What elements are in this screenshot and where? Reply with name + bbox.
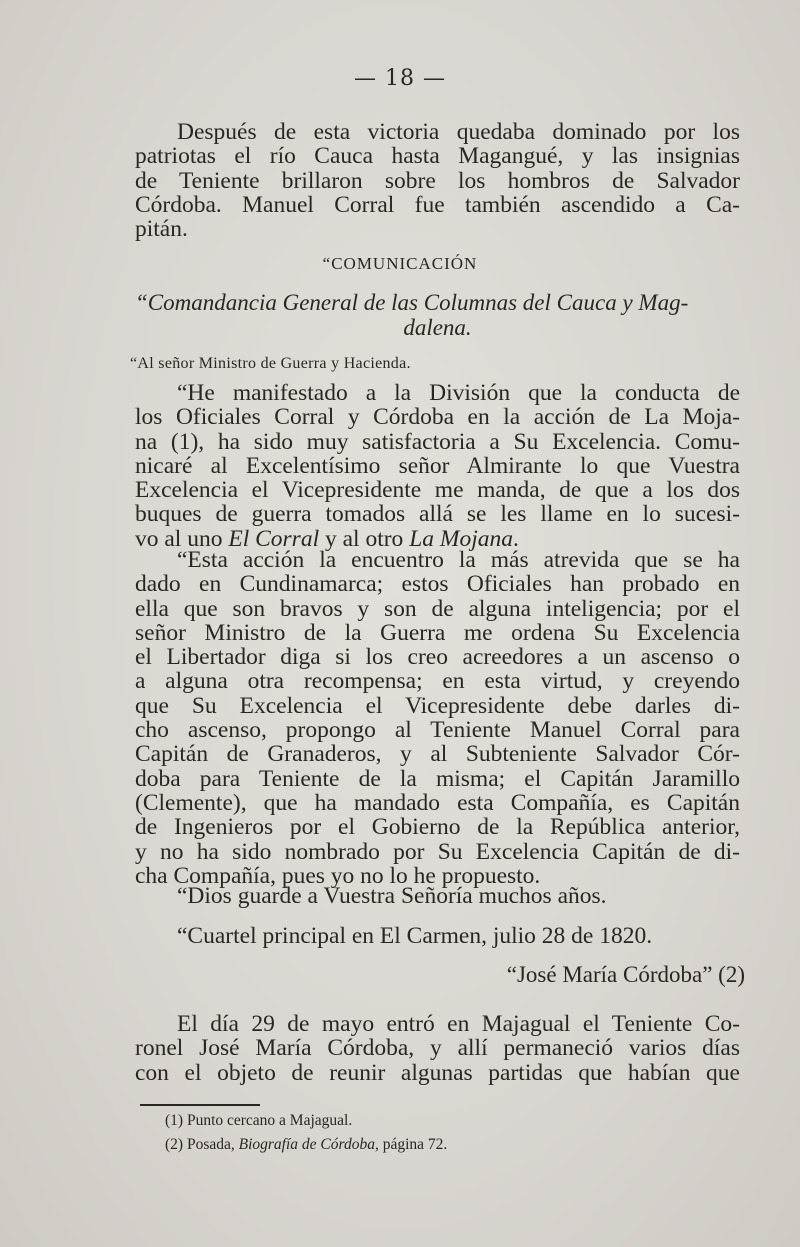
comandancia-heading [135,290,740,340]
text-fragment: y al otro [319,525,410,552]
text-line: de Ingenieros por el Gobierno de la República anterior, [135,814,740,841]
text-fragment: vo al uno [135,525,229,552]
text-line: con el objeto de reunir algunas partidas que habían que [135,1059,740,1086]
ship-name-el-corral: El Corral [228,525,320,552]
text-line: doba para Teniente de la misma; el Capitán Jaramillo [135,765,740,792]
paragraph-place-date [135,924,740,948]
comandancia-line-1: “Comandancia General de las Columnas del Cauca y Mag- [135,290,689,315]
footnote-book-title: Biografía de Córdoba [238,1136,375,1153]
paragraph-1 [135,120,740,241]
text-line: Capitán de Granaderos, y al Subteniente Salvador Cór- [135,741,740,768]
addressee-line: “Al señor Ministro de Guerra y Hacienda. [130,355,411,372]
text-line: cho ascenso, propongo al Teniente Manuel Corral para [135,717,740,744]
text-line: señor Ministro de la Guerra me ordena Su Excelencia [135,619,740,646]
footnote-text: (2) Posada, [165,1136,239,1153]
text-line: patriotas el río Cauca hasta Magangué, y las insignias [135,143,740,170]
footnote-divider [140,1104,260,1106]
footnote-text: , página 72. [374,1136,448,1153]
text-line: Córdoba. Manuel Corral fue también ascendido a Ca- [135,191,740,218]
paragraph-3 [135,548,740,888]
text-line: “He manifestado a la División que la conducta de [177,380,740,406]
text-line: que Su Excelencia el Vicepresidente debe darles di- [135,692,740,719]
comandancia-line-2: dalena. [403,315,472,340]
text-line: buques de guerra tomados allá se les llame en lo sucesi- [135,501,740,528]
text-line: ronel José María Córdoba, y allí permaneció varios días [135,1035,740,1062]
text-line: Después de esta victoria quedaba dominado por los [177,119,740,145]
text-line: (Clemente), que ha mandado esta Compañía, es Capitán [135,789,740,816]
text-line: El día 29 de mayo entró en Majagual el Teniente Co- [177,1011,740,1037]
paragraph-6 [135,1012,740,1085]
text-line: el Libertador diga si los creo acreedores a un ascenso o [135,644,740,671]
text-line: nicaré al Excelentísimo señor Almirante lo que Vuestra [135,452,740,479]
footnote-1: (1) Punto cercano a Majagual. [165,1112,353,1129]
text-line: cha Compañía, pues yo no lo he propuesto. [135,862,541,889]
text-fragment: . [513,525,519,552]
text-line: “Esta acción la encuentro la más atrevida que se ha [177,547,740,573]
paragraph-2 [135,381,740,551]
text-line: los Oficiales Corral y Córdoba en la acción de La Moja- [135,404,740,431]
text-line: “Cuartel principal en El Carmen, julio 28 de 1820. [177,923,653,949]
text-line: dado en Cundinamarca; estos Oficiales han probado en [135,571,740,598]
text-line: pitán. [135,216,188,243]
section-heading: “COMUNICACIÓN [322,254,478,273]
text-line: de Teniente brillaron sobre los hombros de Salvador [135,167,740,194]
text-line: Excelencia el Vicepresidente me manda, de que a los dos [135,477,740,504]
text-line: a alguna otra recompensa; en esta virtud, y creyendo [135,668,740,695]
text-line: ella que son bravos y son de alguna inteligencia; por el [135,595,740,622]
ship-name-la-mojana: La Mojana [409,525,513,552]
signature: “José María Córdoba” (2) [506,962,745,987]
footnote-2 [165,1136,447,1154]
page-number: — 18 — [354,66,446,91]
text-line: “Dios guarde a Vuestra Señoría muchos años. [177,883,607,909]
text-line: na (1), ha sido muy satisfactoria a Su Excelencia. Comu- [135,428,740,455]
text-line: y no ha sido nombrado por Su Excelencia Capitán de di- [135,838,740,865]
paragraph-closing [135,884,740,908]
